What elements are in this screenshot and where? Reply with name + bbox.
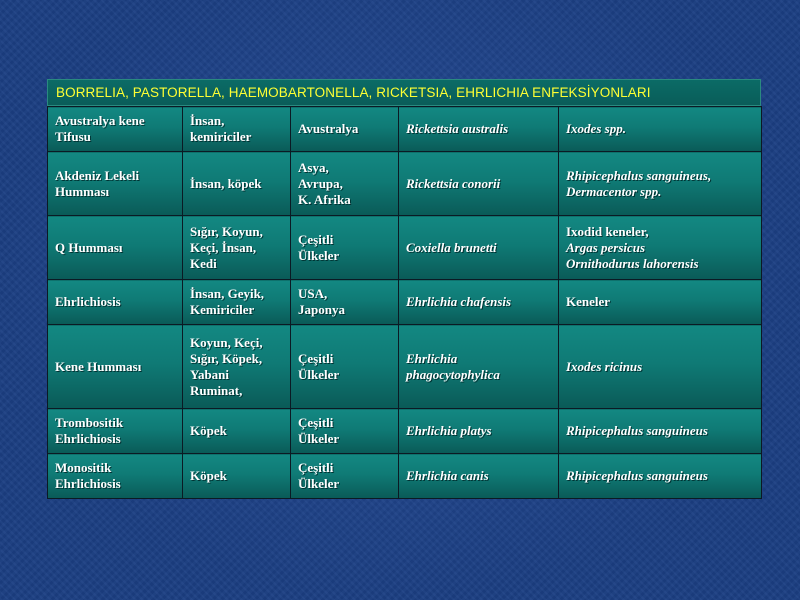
host-cell-line: kemiriciler [190,129,252,144]
region-cell-line: Avrupa, [298,175,343,191]
table-row [48,280,762,325]
host-cell-line: İnsan, [190,113,225,128]
host-cell-line: Yabani [190,366,230,382]
disease-cell-line: Tifusu [55,129,91,144]
disease-cell [48,325,183,409]
disease-cell-line: Ehrlichiosis [55,476,121,491]
table-row [48,107,762,152]
disease-cell-line: Avustralya kene [55,113,145,128]
region-cell-line: Ülkeler [298,247,340,263]
host-cell [183,409,291,454]
host-cell-line: Köpek [190,468,227,483]
vector-cell-line: Keneler [566,294,611,309]
disease-cell [48,152,183,216]
host-cell [183,454,291,499]
region-cell-line: Ülkeler [298,476,340,491]
vector-cell-line: Ixodid keneler, [566,223,649,239]
vector-cell-line: Ornithodurus lahorensis [566,255,699,271]
table-row [48,216,762,280]
agent-cell [399,325,559,409]
region-cell-line: Çeşitli [298,415,334,430]
region-cell-line: K. Afrika [298,191,351,207]
agent-cell [399,152,559,216]
disease-cell-line: Trombositik [55,415,124,430]
disease-cell [48,409,183,454]
vector-cell [559,152,762,216]
vector-cell [559,107,762,152]
vector-cell [559,454,762,499]
agent-cell-line: phagocytophylica [406,366,500,382]
vector-cell-line: Rhipicephalus sanguineus, [566,167,712,183]
agent-cell-line: Coxiella brunetti [406,239,497,255]
region-cell-line: Ülkeler [298,366,340,382]
region-cell [291,280,399,325]
agent-cell-line: Ehrlichia chafensis [406,294,512,309]
disease-cell-line: Kene Humması [55,358,142,374]
region-cell-line: USA, [298,286,328,301]
disease-cell-line: Ehrlichiosis [55,294,121,309]
disease-cell-line: Monositik [55,460,112,475]
region-cell [291,107,399,152]
disease-cell [48,216,183,280]
host-cell [183,216,291,280]
host-cell-line: İnsan, köpek [190,175,262,191]
agent-cell [399,107,559,152]
disease-cell [48,107,183,152]
region-cell [291,454,399,499]
disease-cell-line: Q Humması [55,239,123,255]
disease-cell [48,454,183,499]
table-row [48,152,762,216]
host-cell-line: Sığır, Koyun, [190,223,263,239]
vector-cell-line: Ixodes ricinus [566,358,643,374]
host-cell-line: Ruminat, [190,382,243,398]
region-cell-line: Ülkeler [298,431,340,446]
vector-cell-line: Dermacentor spp. [566,183,662,199]
region-cell [291,325,399,409]
region-cell [291,409,399,454]
host-cell-line: Koyun, Keçi, [190,334,263,350]
table-title: BORRELIA, PASTORELLA, HAEMOBARTONELLA, RICKETSIA, EHRLICHIA ENFEKSİYONLARI [47,79,761,106]
host-cell-line: Köpek [190,423,227,438]
agent-cell-line: Ehrlichia canis [406,468,489,483]
agent-cell [399,454,559,499]
host-cell [183,152,291,216]
host-cell-line: Kedi [190,255,217,271]
agent-cell-line: Ehrlichia [406,350,458,366]
vector-cell-line: Ixodes spp. [566,121,626,136]
region-cell [291,216,399,280]
host-cell-line: Kemiriciler [190,302,255,317]
vector-cell-line: Argas persicus [566,239,646,255]
vector-cell-line: Rhipicephalus sanguineus [566,468,708,483]
host-cell [183,325,291,409]
host-cell-line: İnsan, Geyik, [190,286,265,301]
host-cell [183,280,291,325]
host-cell [183,107,291,152]
region-cell-line: Asya, [298,159,329,175]
vector-cell [559,280,762,325]
table-row [48,454,762,499]
region-cell-line: Çeşitli [298,460,334,475]
region-cell-line: Avustralya [298,121,359,136]
region-cell [291,152,399,216]
disease-cell-line: Akdeniz Lekeli [55,167,140,183]
host-cell-line: Sığır, Köpek, [190,350,263,366]
disease-cell-line: Ehrlichiosis [55,431,121,446]
agent-cell [399,280,559,325]
agent-cell-line: Rickettsia conorii [406,175,501,191]
infection-table [47,106,762,499]
vector-cell [559,216,762,280]
disease-cell-line: Humması [55,183,110,199]
disease-cell [48,280,183,325]
region-cell-line: Çeşitli [298,350,334,366]
vector-cell [559,325,762,409]
agent-cell [399,409,559,454]
agent-cell-line: Rickettsia australis [406,121,509,136]
agent-cell [399,216,559,280]
region-cell-line: Japonya [298,302,345,317]
region-cell-line: Çeşitli [298,231,334,247]
vector-cell-line: Rhipicephalus sanguineus [566,423,708,438]
infection-table-container [47,79,761,499]
host-cell-line: Keçi, İnsan, [190,239,257,255]
agent-cell-line: Ehrlichia platys [406,423,492,438]
table-row [48,409,762,454]
table-row [48,325,762,409]
vector-cell [559,409,762,454]
